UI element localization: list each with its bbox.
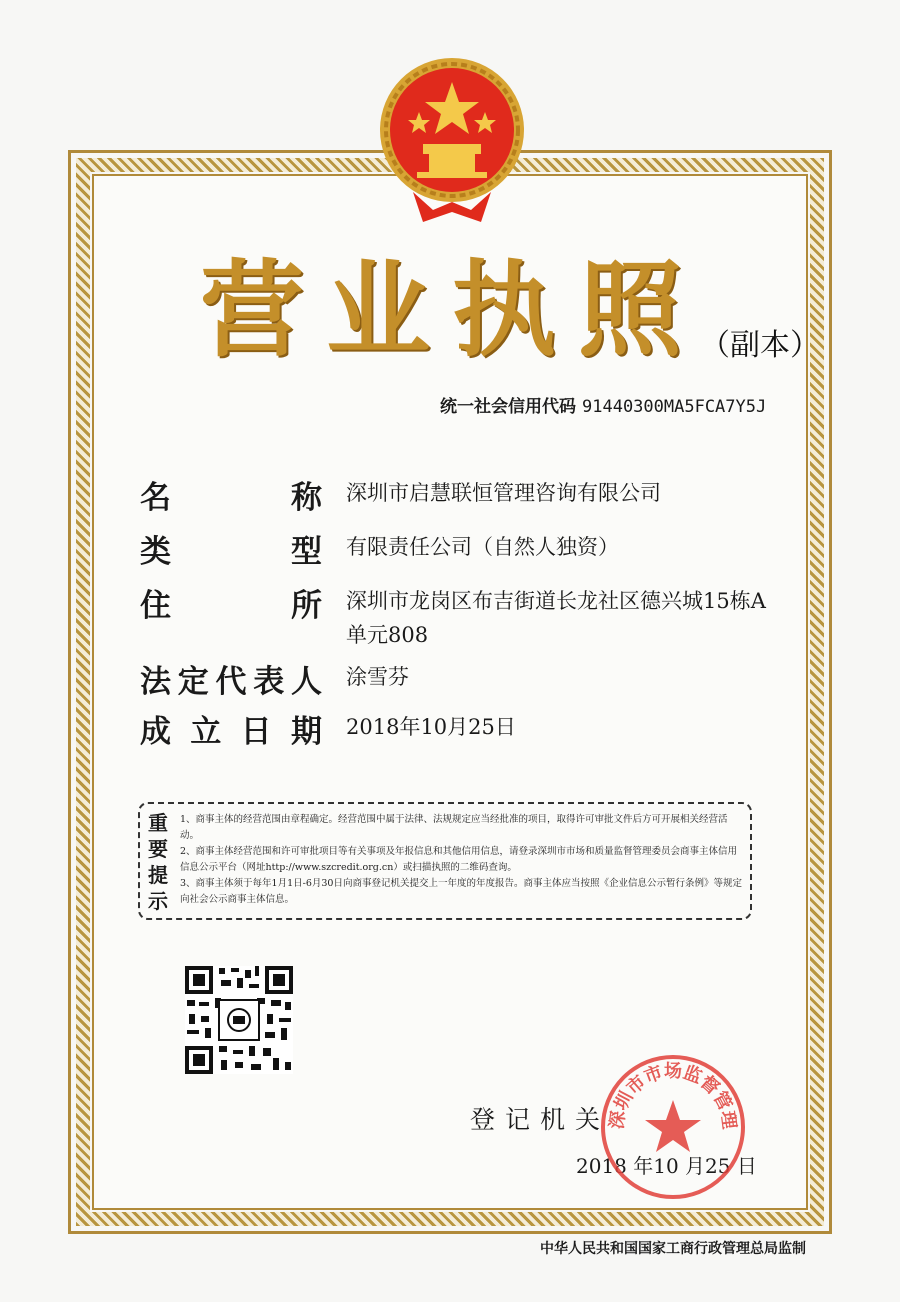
- notice-body: [180, 812, 746, 908]
- field-type-value: 有限责任公司（自然人独资）: [346, 535, 619, 559]
- field-established-value: 2018年10月25日: [346, 715, 516, 739]
- copy-tag: （副本）: [700, 328, 820, 363]
- notice-item: 2、商事主体经营范围和许可审批项目等有关事项及年报信息和其他信用信息，请登录深圳市市场和质量监督管理委员会商事主体信用信息公示平台（网址http://www.szcredit.org.cn）或扫描执照的二维码查询。: [180, 846, 738, 873]
- credit-code-label: 统一社会信用代码: [440, 397, 576, 417]
- important-notice: [138, 802, 752, 920]
- certificate-title: 营业执照: [200, 249, 705, 371]
- field-type-label: 类 型: [140, 534, 322, 570]
- credit-code-value: 91440300MA5FCA7Y5J: [582, 397, 767, 417]
- field-address-value: 深圳市龙岗区布吉街道长龙社区德兴城15栋A单元808: [346, 589, 766, 647]
- field-established-label: 成 立 日 期: [140, 714, 322, 750]
- field-address-label: 住 所: [140, 588, 322, 624]
- issue-date: 2018 年10 月25 日: [576, 1154, 757, 1178]
- qr-code-icon: [185, 966, 293, 1074]
- registration-authority-label: 登记机关: [470, 1105, 611, 1134]
- seal-text: 深圳市市场监督管理: [606, 1060, 740, 1131]
- field-name-label: 名 称: [140, 480, 322, 516]
- field-legal-rep-value: 涂雪芬: [346, 665, 409, 689]
- notice-item: 3、商事主体须于每年1月1日-6月30日向商事登记机关提交上一年度的年度报告。商事主体应当按照《企业信息公示暂行条例》等规定向社会公示商事主体信息。: [180, 878, 742, 905]
- official-seal-icon: [598, 1052, 748, 1202]
- field-legal-rep-label: 法 定 代 表 人: [140, 664, 322, 700]
- notice-item: 1、商事主体的经营范围由章程确定。经营范围中属于法律、法规规定应当经批准的项目，取得许可审批文件后方可开展相关经营活动。: [180, 814, 728, 841]
- credit-code: [440, 392, 766, 417]
- notice-title: 重 要 提 示: [148, 811, 168, 913]
- field-name-value: 深圳市启慧联恒管理咨询有限公司: [346, 481, 661, 505]
- national-emblem-icon: [373, 52, 531, 224]
- supervision-footer: 中华人民共和国国家工商行政管理总局监制: [540, 1241, 806, 1257]
